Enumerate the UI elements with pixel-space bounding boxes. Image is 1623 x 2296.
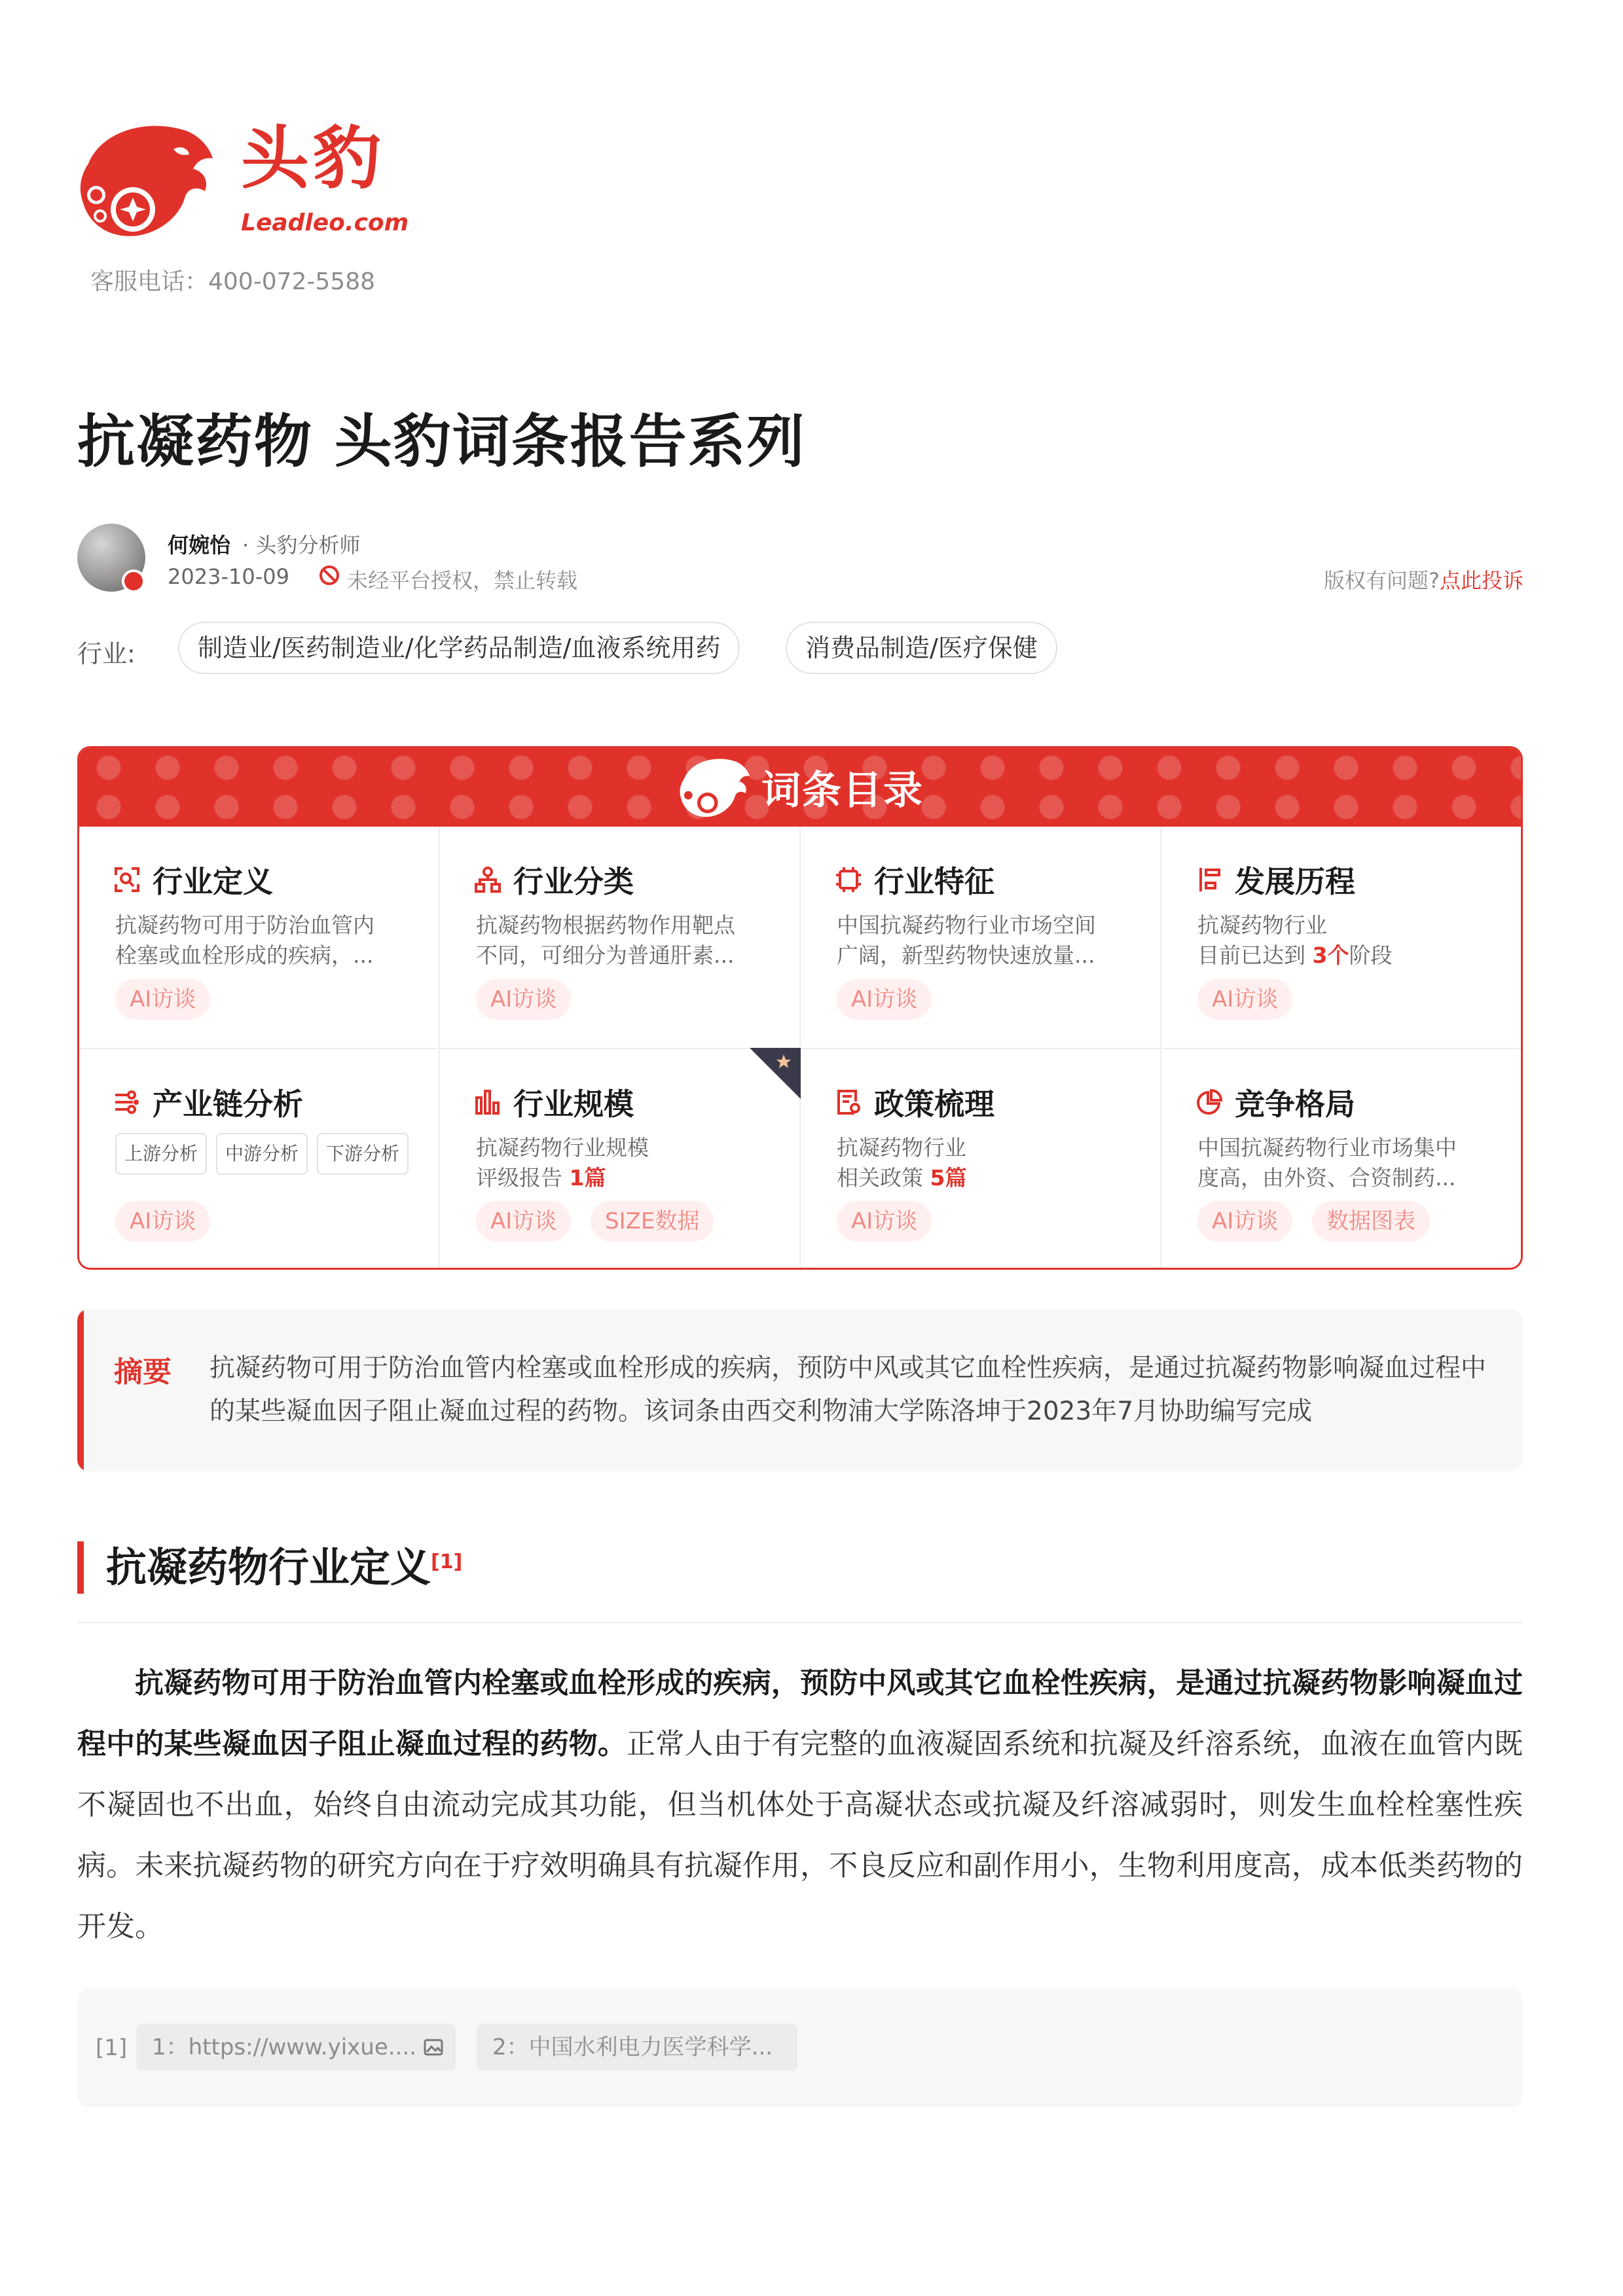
report-count: 1篇 <box>569 1165 606 1191</box>
midstream-analysis-link[interactable]: 中游分析 <box>216 1133 308 1175</box>
toc-desc-line: 抗凝药物行业 <box>837 1135 966 1160</box>
service-hotline: 客服电话：400-072-5588 <box>90 268 376 295</box>
brand-name-en: Leadleo.com <box>241 209 409 236</box>
feature-icon <box>835 866 862 893</box>
reference-text: 1：https://www.yixue.... <box>152 2034 416 2060</box>
chain-sub-links <box>115 1133 409 1175</box>
industry-tag[interactable]: 消费品制造/医疗保健 <box>786 622 1057 674</box>
section-title-text: 抗凝药物行业定义 <box>106 1543 431 1591</box>
definition-icon <box>113 866 141 893</box>
ai-interview-chip[interactable]: AI访谈 <box>115 1201 210 1242</box>
publish-date: 2023-10-09 <box>168 564 289 589</box>
pie-icon <box>1195 1088 1223 1116</box>
ai-interview-chip[interactable]: AI访谈 <box>1197 1201 1292 1242</box>
image-icon <box>423 2037 444 2058</box>
toc-item-policy[interactable] <box>801 1049 1161 1270</box>
toc-item-features[interactable] <box>801 827 1161 1049</box>
summary-accent-bar <box>77 1309 84 1471</box>
toc-item-desc: 抗凝药物根据药物作用靶点 不同，可细分为普通肝素... <box>476 912 735 968</box>
copyright-notice <box>1324 564 1523 594</box>
page-title: 抗凝药物 头豹词条报告系列 <box>77 408 806 475</box>
section-divider <box>77 1622 1523 1623</box>
body-bold-lead: 抗凝药物可用于防治血管内栓塞或血栓形成的疾病，预防中风或其它血栓性疾病，是通过抗凝药物影响凝血过程中的某些凝血因子阻止凝血过程的药物。 <box>77 1666 1523 1761</box>
toc-item-desc: 中国抗凝药物行业市场集中 度高，由外资、合资制药... <box>1197 1135 1457 1191</box>
toc-card <box>77 746 1523 1270</box>
section-body <box>77 1653 1523 1957</box>
toc-item-title: 竞争格局 <box>1235 1086 1355 1122</box>
toc-item-title: 产业链分析 <box>153 1086 303 1122</box>
toc-item-desc <box>837 1133 1131 1193</box>
summary-text: 抗凝药物可用于防治血管内栓塞或血栓形成的疾病，预防中风或其它血栓性疾病，是通过抗凝药物影响凝血过程中的某些凝血因子阻止凝血过程的药物。该词条由西交利物浦大学陈洛坤于2023年7月协助编写完成 <box>210 1354 1487 1426</box>
section-title <box>106 1541 462 1594</box>
toc-item-desc: 中国抗凝药物行业市场空间 广阔，新型药物快速放量... <box>837 912 1096 968</box>
toc-item-title: 行业特征 <box>874 864 994 899</box>
toc-item-title: 行业规模 <box>513 1086 634 1122</box>
policy-icon <box>835 1088 862 1116</box>
classification-icon <box>474 866 501 893</box>
industry-tag[interactable]: 制造业/医药制造业/化学药品制造/血液系统用药 <box>178 622 740 674</box>
industry-label: 行业: <box>77 639 136 668</box>
toc-item-history[interactable] <box>1161 827 1522 1049</box>
reference-text: 2：中国水利电力医学科学... <box>492 2034 773 2060</box>
stage-count: 3个 <box>1312 942 1349 968</box>
ai-interview-chip[interactable]: AI访谈 <box>837 979 932 1020</box>
leopard-logo-icon <box>75 118 216 242</box>
downstream-analysis-link[interactable]: 下游分析 <box>317 1133 409 1175</box>
forbidden-icon <box>318 564 340 586</box>
brand-name-cn: 头豹 <box>241 118 386 198</box>
reference-link[interactable] <box>477 2024 797 2071</box>
reference-link[interactable] <box>136 2024 456 2071</box>
summary-label: 摘要 <box>114 1355 172 1389</box>
toc-item-title: 发展历程 <box>1235 864 1355 899</box>
ai-interview-chip[interactable]: AI访谈 <box>837 1201 932 1242</box>
summary-box <box>77 1309 1523 1471</box>
section-accent-bar <box>77 1541 84 1594</box>
toc-desc-line: 抗凝药物行业 <box>1197 912 1327 938</box>
policy-count: 5篇 <box>930 1165 967 1191</box>
toc-item-heading <box>113 858 273 901</box>
toc-item-title: 行业分类 <box>513 864 634 899</box>
ai-interview-chip[interactable]: AI访谈 <box>476 1201 571 1242</box>
toc-header <box>79 748 1521 827</box>
reference-mark: [1] <box>96 2035 128 2061</box>
size-data-chip[interactable]: SIZE数据 <box>591 1201 714 1242</box>
bar-chart-icon <box>474 1088 501 1116</box>
toc-item-competition[interactable] <box>1161 1049 1522 1270</box>
ai-interview-chip[interactable]: AI访谈 <box>476 979 571 1020</box>
brand-logo[interactable] <box>75 118 409 249</box>
toc-item-market-size[interactable] <box>440 1049 801 1270</box>
toc-item-desc <box>1197 910 1492 971</box>
toc-desc-line: 相关政策 <box>837 1165 930 1191</box>
toc-item-heading <box>835 858 994 901</box>
references-box <box>77 1988 1523 2108</box>
history-icon <box>1195 866 1223 893</box>
toc-item-heading <box>1195 858 1355 901</box>
citation-link[interactable]: [1] <box>431 1551 463 1573</box>
toc-item-heading <box>113 1081 303 1124</box>
toc-item-industry-chain[interactable] <box>79 1049 440 1270</box>
no-repost-notice: 未经平台授权，禁止转载 <box>347 568 578 593</box>
toc-desc-line: 目前已达到 <box>1197 942 1313 968</box>
toc-item-desc <box>476 1133 771 1193</box>
upstream-analysis-link[interactable]: 上游分析 <box>115 1133 207 1175</box>
toc-item-heading <box>835 1081 994 1124</box>
chain-icon <box>113 1088 141 1116</box>
complaint-link[interactable]: 点此投诉 <box>1439 568 1523 593</box>
toc-item-heading <box>474 1081 634 1124</box>
toc-title-wrap <box>675 755 924 820</box>
toc-desc-line: 抗凝药物行业规模 <box>476 1135 649 1160</box>
toc-item-classification[interactable] <box>440 827 801 1049</box>
toc-item-title: 政策梳理 <box>874 1086 994 1122</box>
toc-item-title: 行业定义 <box>153 864 273 899</box>
toc-desc-line: 评级报告 <box>476 1165 570 1191</box>
toc-item-heading <box>1195 1081 1355 1124</box>
toc-title: 词条目录 <box>761 768 924 814</box>
author-name[interactable]: 何婉怡 <box>168 533 231 558</box>
ai-interview-chip[interactable]: AI访谈 <box>1197 979 1292 1020</box>
toc-item-heading <box>474 858 634 901</box>
toc-item-definition[interactable] <box>79 827 440 1049</box>
leopard-logo-icon <box>675 755 754 820</box>
star-badge-icon <box>750 1048 801 1099</box>
body-text: 正常人由于有完整的血液凝固系统和抗凝及纤溶系统，血液在血管内既不凝固也不出血，始终自由流动完成其功能，但当机体处于高凝状态或抗凝及纤溶减弱时，则发生血栓栓塞性疾病。未来抗凝药物的研究方向在于疗效明确具有抗凝作用，不良反应和副作用小，生物利用度高，成本低类药物的开发。 <box>77 1727 1523 1943</box>
data-chart-chip[interactable]: 数据图表 <box>1312 1201 1430 1242</box>
toc-item-desc: 抗凝药物可用于防治血管内 栓塞或血栓形成的疾病，... <box>115 912 374 968</box>
toc-desc-line: 阶段 <box>1349 942 1393 968</box>
verified-badge-icon <box>122 569 145 593</box>
author-role: · 头豹分析师 <box>242 533 361 558</box>
ai-interview-chip[interactable]: AI访谈 <box>115 979 210 1020</box>
copyright-question: 版权有问题? <box>1323 568 1440 593</box>
